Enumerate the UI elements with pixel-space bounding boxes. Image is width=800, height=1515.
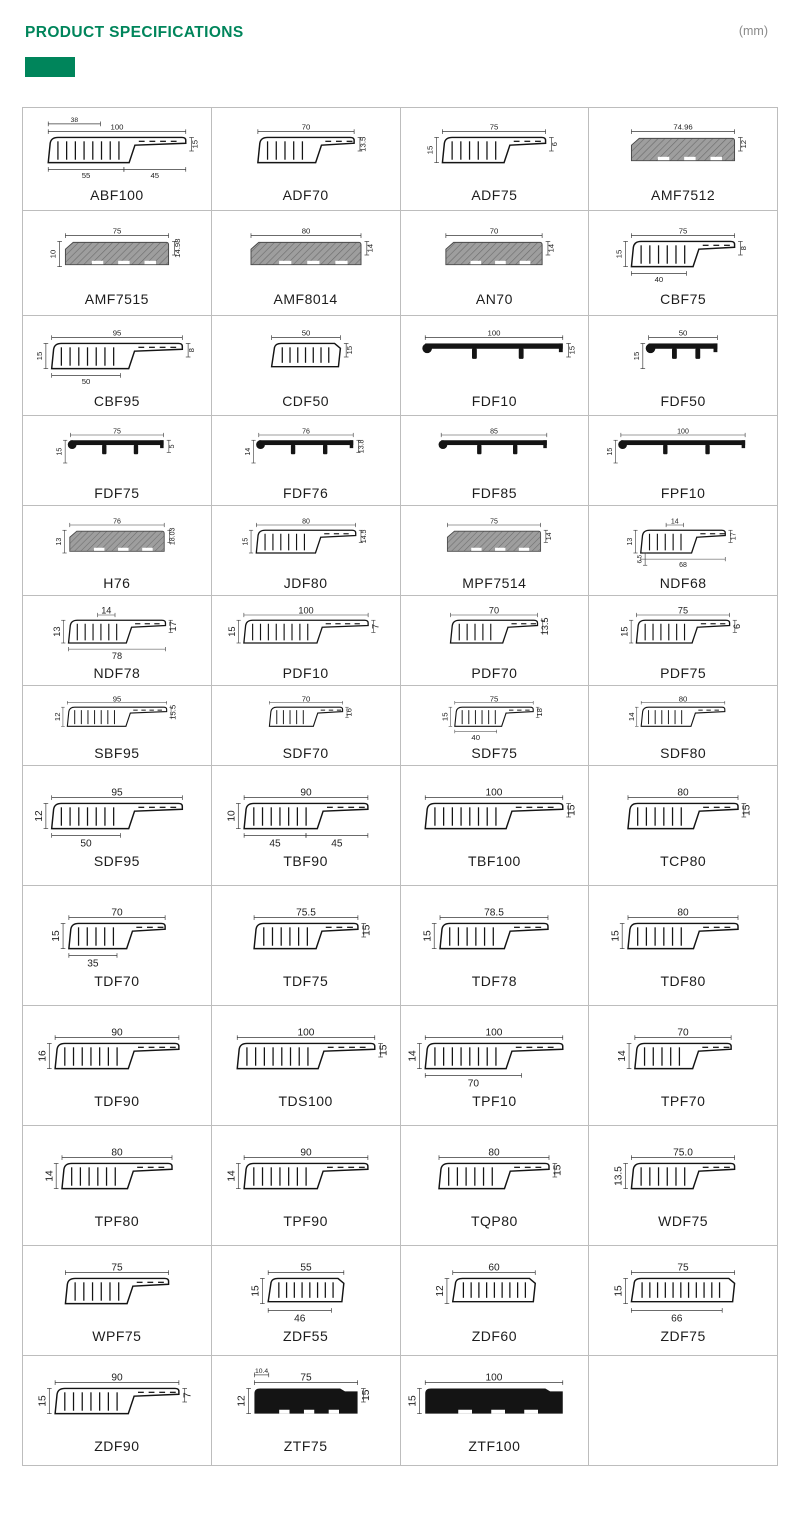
spec-cell [401, 316, 589, 415]
svg-text:15: 15 [632, 351, 642, 361]
spec-cell [401, 416, 589, 505]
svg-text:75: 75 [678, 226, 688, 236]
svg-text:15: 15 [250, 1285, 262, 1297]
svg-text:46: 46 [293, 1313, 306, 1325]
svg-text:80: 80 [677, 907, 689, 919]
svg-text:70: 70 [468, 1078, 480, 1090]
svg-text:8: 8 [739, 245, 749, 250]
product-code: SDF70 [282, 744, 329, 761]
unit-label: (mm) [738, 24, 768, 38]
svg-text:80: 80 [111, 1147, 123, 1159]
svg-text:15: 15 [426, 145, 436, 154]
profile-drawing [591, 116, 775, 186]
profile-drawing [402, 902, 586, 972]
svg-text:7: 7 [182, 1392, 194, 1399]
profile-drawing [402, 116, 586, 186]
svg-text:10: 10 [48, 249, 58, 258]
svg-text:45: 45 [269, 838, 281, 850]
profile-drawing [402, 691, 586, 744]
product-code: FPF10 [660, 484, 706, 501]
spec-cell [212, 686, 400, 765]
svg-text:13: 13 [627, 537, 635, 546]
svg-text:50: 50 [81, 377, 91, 387]
svg-text:13.5: 13.5 [613, 1166, 625, 1186]
svg-text:35: 35 [87, 958, 99, 970]
svg-text:75: 75 [490, 122, 499, 132]
svg-text:12: 12 [435, 1285, 447, 1297]
profile-drawing [214, 511, 398, 574]
profile-drawing [214, 601, 398, 664]
svg-text:70: 70 [489, 604, 500, 615]
spec-cell [589, 416, 777, 505]
svg-text:14: 14 [547, 243, 557, 253]
svg-text:15: 15 [614, 249, 624, 258]
svg-text:15: 15 [613, 1285, 625, 1297]
profile-drawing [402, 1367, 586, 1437]
svg-text:15: 15 [422, 930, 434, 942]
spec-cell [23, 108, 211, 210]
product-code: TDF90 [94, 1093, 140, 1109]
svg-text:12: 12 [33, 810, 45, 822]
product-code: CDF50 [282, 393, 330, 409]
profile-drawing [214, 1022, 398, 1092]
spec-cell [212, 108, 400, 210]
spec-cell [401, 1126, 589, 1245]
svg-text:15: 15 [553, 1164, 565, 1176]
svg-text:13: 13 [51, 626, 62, 637]
svg-text:13.8: 13.8 [358, 439, 366, 453]
profile-drawing [25, 1022, 209, 1092]
svg-text:15: 15 [567, 345, 577, 355]
profile-drawing [402, 421, 586, 484]
svg-text:80: 80 [301, 226, 310, 236]
spec-cell [589, 1246, 777, 1355]
svg-text:76: 76 [301, 427, 310, 435]
product-code: WPF75 [92, 1328, 142, 1344]
svg-text:15: 15 [226, 626, 237, 637]
spec-cell [589, 886, 777, 1005]
svg-text:50: 50 [678, 328, 688, 338]
svg-text:14: 14 [244, 447, 252, 456]
spec-cell [401, 686, 589, 765]
profile-drawing [591, 782, 775, 852]
product-code: TBF90 [283, 853, 328, 869]
spec-cell [589, 1126, 777, 1245]
svg-text:50: 50 [301, 328, 310, 338]
profile-drawing [591, 902, 775, 972]
spec-cell [212, 1246, 400, 1355]
profile-drawing [25, 421, 209, 484]
svg-text:14: 14 [546, 531, 554, 540]
profile-drawing [591, 691, 775, 744]
svg-text:74.96: 74.96 [673, 122, 693, 132]
product-code: ZDF60 [471, 1328, 518, 1344]
svg-text:15: 15 [378, 1044, 390, 1056]
svg-text:75: 75 [112, 226, 122, 236]
profile-drawing [591, 220, 775, 290]
profile-drawing [25, 1367, 209, 1437]
svg-text:17: 17 [167, 620, 178, 631]
svg-text:14: 14 [626, 711, 636, 721]
product-code: AMF7512 [651, 186, 716, 203]
svg-text:14.5: 14.5 [360, 529, 368, 543]
svg-text:13.5: 13.5 [358, 136, 368, 152]
svg-text:100: 100 [677, 427, 689, 435]
product-code: TPF90 [283, 1213, 328, 1229]
profile-drawing [591, 1257, 775, 1327]
profile-drawing [25, 1257, 209, 1327]
profile-drawing [25, 1142, 209, 1212]
spec-cell [589, 211, 777, 315]
svg-text:100: 100 [485, 1372, 503, 1384]
svg-text:40: 40 [654, 274, 664, 284]
spec-cell [212, 886, 400, 1005]
product-code: PDF70 [471, 664, 518, 681]
spec-cell [401, 766, 589, 885]
svg-text:75.5: 75.5 [295, 907, 316, 919]
profile-drawing [214, 322, 398, 392]
product-code: SDF80 [660, 744, 707, 761]
empty-cell [589, 1356, 777, 1465]
spec-cell [589, 596, 777, 685]
product-code: NDF78 [93, 664, 141, 681]
product-code: TDF78 [471, 973, 518, 989]
spec-cell [401, 211, 589, 315]
svg-text:15: 15 [619, 626, 630, 637]
profile-drawing [25, 322, 209, 392]
svg-text:70: 70 [301, 693, 310, 703]
svg-text:14: 14 [226, 1170, 238, 1182]
product-code: AN70 [475, 290, 513, 307]
product-code: ZTF75 [283, 1438, 328, 1454]
svg-text:45: 45 [150, 170, 159, 180]
profile-drawing [591, 322, 775, 392]
profile-drawing [214, 782, 398, 852]
profile-drawing [25, 782, 209, 852]
spec-cell [212, 416, 400, 505]
product-code: MPF7514 [462, 574, 527, 591]
svg-text:60: 60 [488, 1262, 501, 1274]
product-code: TDF80 [660, 973, 706, 989]
svg-text:75.0: 75.0 [673, 1147, 694, 1159]
profile-drawing [214, 691, 398, 744]
spec-cell [23, 686, 211, 765]
product-code: JDF80 [283, 574, 328, 591]
product-code: TDF75 [282, 973, 329, 989]
svg-text:100: 100 [485, 787, 503, 799]
spec-cell [23, 1006, 211, 1125]
svg-text:75: 75 [678, 604, 689, 615]
svg-text:13.5: 13.5 [540, 616, 551, 635]
profile-drawing [214, 1142, 398, 1212]
svg-text:15: 15 [361, 924, 373, 936]
product-code: SDF95 [93, 853, 140, 869]
product-code: SDF75 [471, 744, 518, 761]
product-code: TDF70 [94, 973, 140, 989]
svg-text:90: 90 [299, 1147, 312, 1159]
product-code: ADF70 [282, 186, 329, 203]
spec-cell [401, 1006, 589, 1125]
svg-text:8: 8 [186, 348, 196, 353]
profile-drawing [402, 220, 586, 290]
profile-drawing [591, 1142, 775, 1212]
spec-cell [23, 766, 211, 885]
svg-text:17: 17 [730, 531, 738, 540]
svg-text:15: 15 [607, 447, 615, 456]
svg-text:85: 85 [490, 427, 499, 435]
product-code: TPF10 [472, 1093, 517, 1109]
product-code: SBF95 [94, 744, 140, 761]
svg-text:95: 95 [112, 693, 122, 703]
product-code: NDF68 [659, 574, 707, 591]
svg-text:45: 45 [330, 838, 343, 850]
product-code: PDF75 [660, 664, 707, 681]
spec-cell [212, 1126, 400, 1245]
product-code: ZDF75 [660, 1328, 706, 1344]
spec-cell [23, 211, 211, 315]
svg-text:12: 12 [739, 139, 749, 149]
svg-text:80: 80 [488, 1147, 501, 1159]
profile-drawing [402, 1142, 586, 1212]
svg-text:12: 12 [52, 711, 62, 721]
profile-drawing [402, 511, 586, 574]
svg-text:15: 15 [242, 537, 250, 546]
spec-cell [23, 886, 211, 1005]
spec-cell [589, 1006, 777, 1125]
spec-cell [589, 108, 777, 210]
svg-text:70: 70 [490, 226, 499, 236]
product-code: ZTF100 [468, 1438, 521, 1454]
profile-drawing [402, 601, 586, 664]
spec-cell [212, 316, 400, 415]
profile-drawing [214, 421, 398, 484]
product-code: FDF85 [471, 484, 518, 501]
svg-text:15: 15 [37, 1395, 49, 1407]
spec-cell [23, 316, 211, 415]
spec-cell [589, 506, 777, 595]
product-code: CBF75 [660, 290, 707, 307]
svg-text:76: 76 [112, 517, 121, 525]
page-title: PRODUCT SPECIFICATIONS [25, 24, 244, 41]
product-code: TBF100 [467, 853, 521, 869]
svg-text:70: 70 [677, 1027, 689, 1039]
svg-text:100: 100 [485, 1027, 503, 1039]
product-code: FDF75 [94, 484, 140, 501]
product-code: CBF95 [93, 393, 140, 409]
spec-cell [23, 1126, 211, 1245]
profile-drawing [402, 1022, 586, 1092]
svg-text:14: 14 [101, 604, 112, 615]
svg-text:75: 75 [490, 693, 499, 703]
svg-text:38: 38 [70, 116, 79, 124]
profile-drawing [591, 511, 775, 574]
accent-swatch [25, 57, 75, 77]
product-code: AMF7515 [84, 290, 149, 307]
profile-drawing [25, 691, 209, 744]
svg-text:100: 100 [487, 328, 501, 338]
profile-drawing [402, 322, 586, 392]
product-code: TPF80 [94, 1213, 140, 1229]
product-code: ZDF90 [94, 1438, 140, 1454]
svg-text:10: 10 [226, 810, 238, 822]
svg-text:5: 5 [168, 443, 176, 448]
profile-drawing [402, 1257, 586, 1327]
profile-drawing [214, 220, 398, 290]
profile-drawing [214, 1257, 398, 1327]
svg-text:75: 75 [111, 1262, 123, 1274]
svg-text:75: 75 [112, 427, 121, 435]
product-code: H76 [103, 574, 131, 591]
svg-text:6: 6 [732, 623, 743, 629]
profile-drawing [214, 902, 398, 972]
svg-text:100: 100 [297, 1027, 315, 1039]
product-code: WDF75 [658, 1213, 709, 1229]
svg-text:15: 15 [34, 351, 44, 361]
product-code: ZDF55 [282, 1328, 329, 1344]
profile-drawing [25, 902, 209, 972]
svg-text:10.4: 10.4 [254, 1367, 268, 1375]
svg-text:80: 80 [677, 787, 689, 799]
spec-cell [401, 1246, 589, 1355]
profile-drawing [25, 116, 209, 186]
svg-text:15: 15 [566, 804, 578, 816]
profile-drawing [591, 1022, 775, 1092]
product-code: ABF100 [90, 186, 144, 203]
svg-text:14: 14 [407, 1050, 419, 1062]
svg-text:14: 14 [617, 1050, 629, 1062]
svg-text:15: 15 [407, 1395, 419, 1407]
product-code: FDF10 [471, 393, 518, 409]
svg-text:75: 75 [299, 1372, 312, 1384]
svg-text:15: 15 [344, 345, 354, 355]
svg-text:90: 90 [111, 1027, 123, 1039]
spec-cell [212, 211, 400, 315]
svg-text:15: 15 [610, 930, 622, 942]
profile-drawing [25, 601, 209, 664]
svg-text:12: 12 [236, 1395, 248, 1407]
product-code: AMF8014 [273, 290, 338, 307]
svg-text:16: 16 [344, 707, 354, 717]
svg-text:100: 100 [297, 604, 314, 615]
svg-text:7: 7 [370, 623, 381, 629]
spec-cell [401, 1356, 589, 1465]
svg-text:90: 90 [299, 787, 312, 799]
svg-text:90: 90 [111, 1372, 123, 1384]
svg-text:15: 15 [190, 139, 200, 149]
svg-text:14: 14 [365, 243, 375, 253]
spec-cell [401, 108, 589, 210]
svg-text:15: 15 [51, 930, 63, 942]
product-code: FDF76 [282, 484, 329, 501]
spec-cell [401, 596, 589, 685]
spec-cell [212, 1006, 400, 1125]
product-code: TQP80 [470, 1213, 518, 1229]
svg-text:14: 14 [44, 1170, 56, 1182]
spec-grid [22, 107, 778, 1466]
spec-cell [23, 416, 211, 505]
svg-text:78: 78 [111, 650, 122, 661]
svg-text:80: 80 [678, 693, 688, 703]
profile-drawing [214, 116, 398, 186]
profile-drawing [402, 782, 586, 852]
svg-text:75: 75 [490, 517, 499, 525]
profile-drawing [25, 220, 209, 290]
product-code: PDF10 [282, 664, 329, 681]
profile-drawing [214, 1367, 398, 1437]
svg-text:100: 100 [110, 122, 124, 132]
svg-text:75: 75 [677, 1262, 689, 1274]
svg-text:16: 16 [37, 1050, 49, 1062]
svg-text:66: 66 [671, 1313, 683, 1325]
svg-text:68: 68 [679, 561, 688, 569]
spec-cell [212, 596, 400, 685]
svg-text:50: 50 [80, 838, 92, 850]
spec-cell [212, 1356, 400, 1465]
product-code: ADF75 [471, 186, 518, 203]
svg-text:78.5: 78.5 [484, 907, 505, 919]
product-code: TPF70 [660, 1093, 706, 1109]
svg-text:15: 15 [741, 804, 753, 816]
product-code: FDF50 [660, 393, 706, 409]
profile-drawing [591, 421, 775, 484]
spec-cell [23, 1246, 211, 1355]
spec-cell [212, 766, 400, 885]
svg-text:6.5: 6.5 [636, 554, 644, 563]
svg-text:95: 95 [112, 328, 122, 338]
spec-cell [401, 886, 589, 1005]
svg-text:13: 13 [55, 537, 63, 546]
spec-cell [589, 686, 777, 765]
svg-text:6: 6 [550, 141, 560, 146]
product-code: TDS100 [278, 1093, 333, 1109]
profile-drawing [591, 601, 775, 664]
spec-cell [212, 506, 400, 595]
svg-text:18.03: 18.03 [169, 527, 177, 545]
svg-text:15: 15 [56, 447, 64, 456]
spec-cell [589, 766, 777, 885]
spec-cell [589, 316, 777, 415]
svg-text:55: 55 [299, 1262, 312, 1274]
svg-text:14: 14 [671, 517, 679, 525]
spec-cell [23, 596, 211, 685]
svg-text:40: 40 [471, 732, 481, 742]
svg-text:15.5: 15.5 [168, 704, 178, 720]
svg-text:18: 18 [535, 707, 545, 717]
svg-text:80: 80 [301, 517, 310, 525]
spec-cell [23, 1356, 211, 1465]
svg-text:70: 70 [301, 122, 310, 132]
product-code: TCP80 [660, 853, 707, 869]
svg-text:95: 95 [111, 787, 123, 799]
svg-text:15: 15 [360, 1389, 372, 1401]
svg-text:15: 15 [440, 711, 450, 721]
page-header [0, 0, 800, 107]
spec-cell [23, 506, 211, 595]
svg-text:70: 70 [111, 907, 123, 919]
profile-drawing [25, 511, 209, 574]
svg-text:55: 55 [81, 170, 91, 180]
svg-text:14.98: 14.98 [173, 238, 183, 258]
spec-cell [401, 506, 589, 595]
